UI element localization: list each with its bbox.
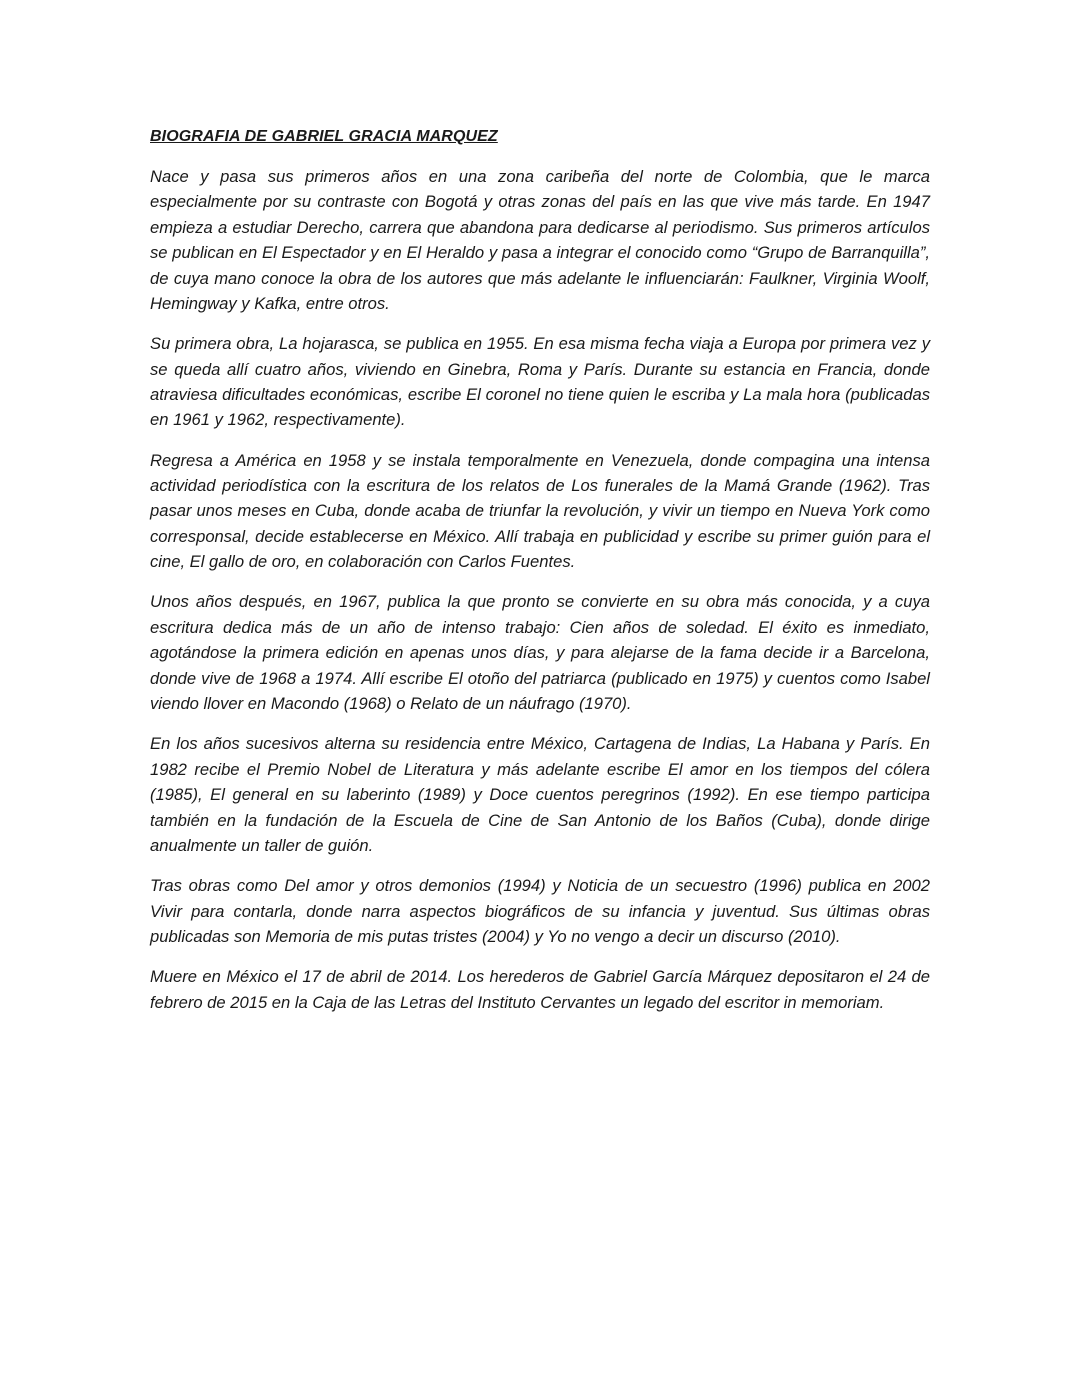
paragraph-later-works: Tras obras como Del amor y otros demonios (1994) y Noticia de un secuestro (1996) publica en 2002 Vivir para contarla, donde narra aspectos biográficos de su infancia y juventud. Sus últimas obras publicadas son Memoria de mis putas tristes (2004) y Yo no vengo a decir un discurso (2010). bbox=[150, 876, 930, 946]
paragraph-cien-anos: Unos años después, en 1967, publica la que pronto se convierte en su obra más conocida, y a cuya escritura dedica más de un año de intenso trabajo: Cien años de soledad. El éxito es inmediato, agotándose la primera edición en apenas unos días, y para alejarse de la fama decide ir a Barcelona, donde vive de 1968 a 1974. Allí escribe El otoño del patriarca (publicado en 1975) y cuentos como Isabel viendo llover en Macondo (1968) o Relato de un náufrago (1970). bbox=[150, 592, 930, 714]
paragraph-nobel: En los años sucesivos alterna su residencia entre México, Cartagena de Indias, La Habana y París. En 1982 recibe el Premio Nobel de Literatura y más adelante escribe El amor en los tiempos del cólera (1985), El general en su laberinto (1989) y Doce cuentos peregrinos (1992). En ese tiempo participa también en la fundación de la Escuela de Cine de San Antonio de los Baños (Cuba), donde dirige anualmente un taller de guión. bbox=[150, 734, 930, 855]
paragraph-europe: Su primera obra, La hojarasca, se publica en 1955. En esa misma fecha viaja a Europa por primera vez y se queda allí cuatro años, viviendo en Ginebra, Roma y París. Durante su estancia en Francia, donde atraviesa dificultades económicas, escribe El coronel no tiene quien le escriba y La mala hora (publicadas en 1961 y 1962, respectivamente). bbox=[150, 334, 930, 430]
paragraph-death: Muere en México el 17 de abril de 2014. Los herederos de Gabriel García Márquez depositaron el 24 de febrero de 2015 en la Caja de las Letras del Instituto Cervantes un legado del escritor in memoriam. bbox=[150, 967, 930, 1012]
paragraph-early-life: Nace y pasa sus primeros años en una zona caribeña del norte de Colombia, que le marca especialmente por su contraste con Bogotá y otras zonas del país en las que vive más tarde. En 1947 empieza a estudiar Derecho, carrera que abandona para dedicarse al periodismo. Sus primeros artículos se publican en El Espectador y en El Heraldo y pasa a integrar el conocido como “Grupo de Barranquilla”, de cuya mano conoce la obra de los autores que más adelante le influenciarán: Faulkner, Virginia Woolf, Hemingway y Kafka, entre otros. bbox=[150, 167, 930, 314]
paragraph-america-return: Regresa a América en 1958 y se instala temporalmente en Venezuela, donde compagina una intensa actividad periodística con la escritura de los relatos de Los funerales de la Mamá Grande (1962). Tras pasar unos meses en Cuba, donde acaba de triunfar la revolución, y vivir un tiempo en Nueva York como corresponsal, decide establecerse en México. Allí trabaja en publicidad y escribe su primer guión para el cine, El gallo de oro, en colaboración con Carlos Fuentes. bbox=[150, 450, 930, 572]
document-page bbox=[150, 124, 930, 1030]
document-title: BIOGRAFIA DE GABRIEL GRACIA MARQUEZ bbox=[150, 128, 498, 145]
